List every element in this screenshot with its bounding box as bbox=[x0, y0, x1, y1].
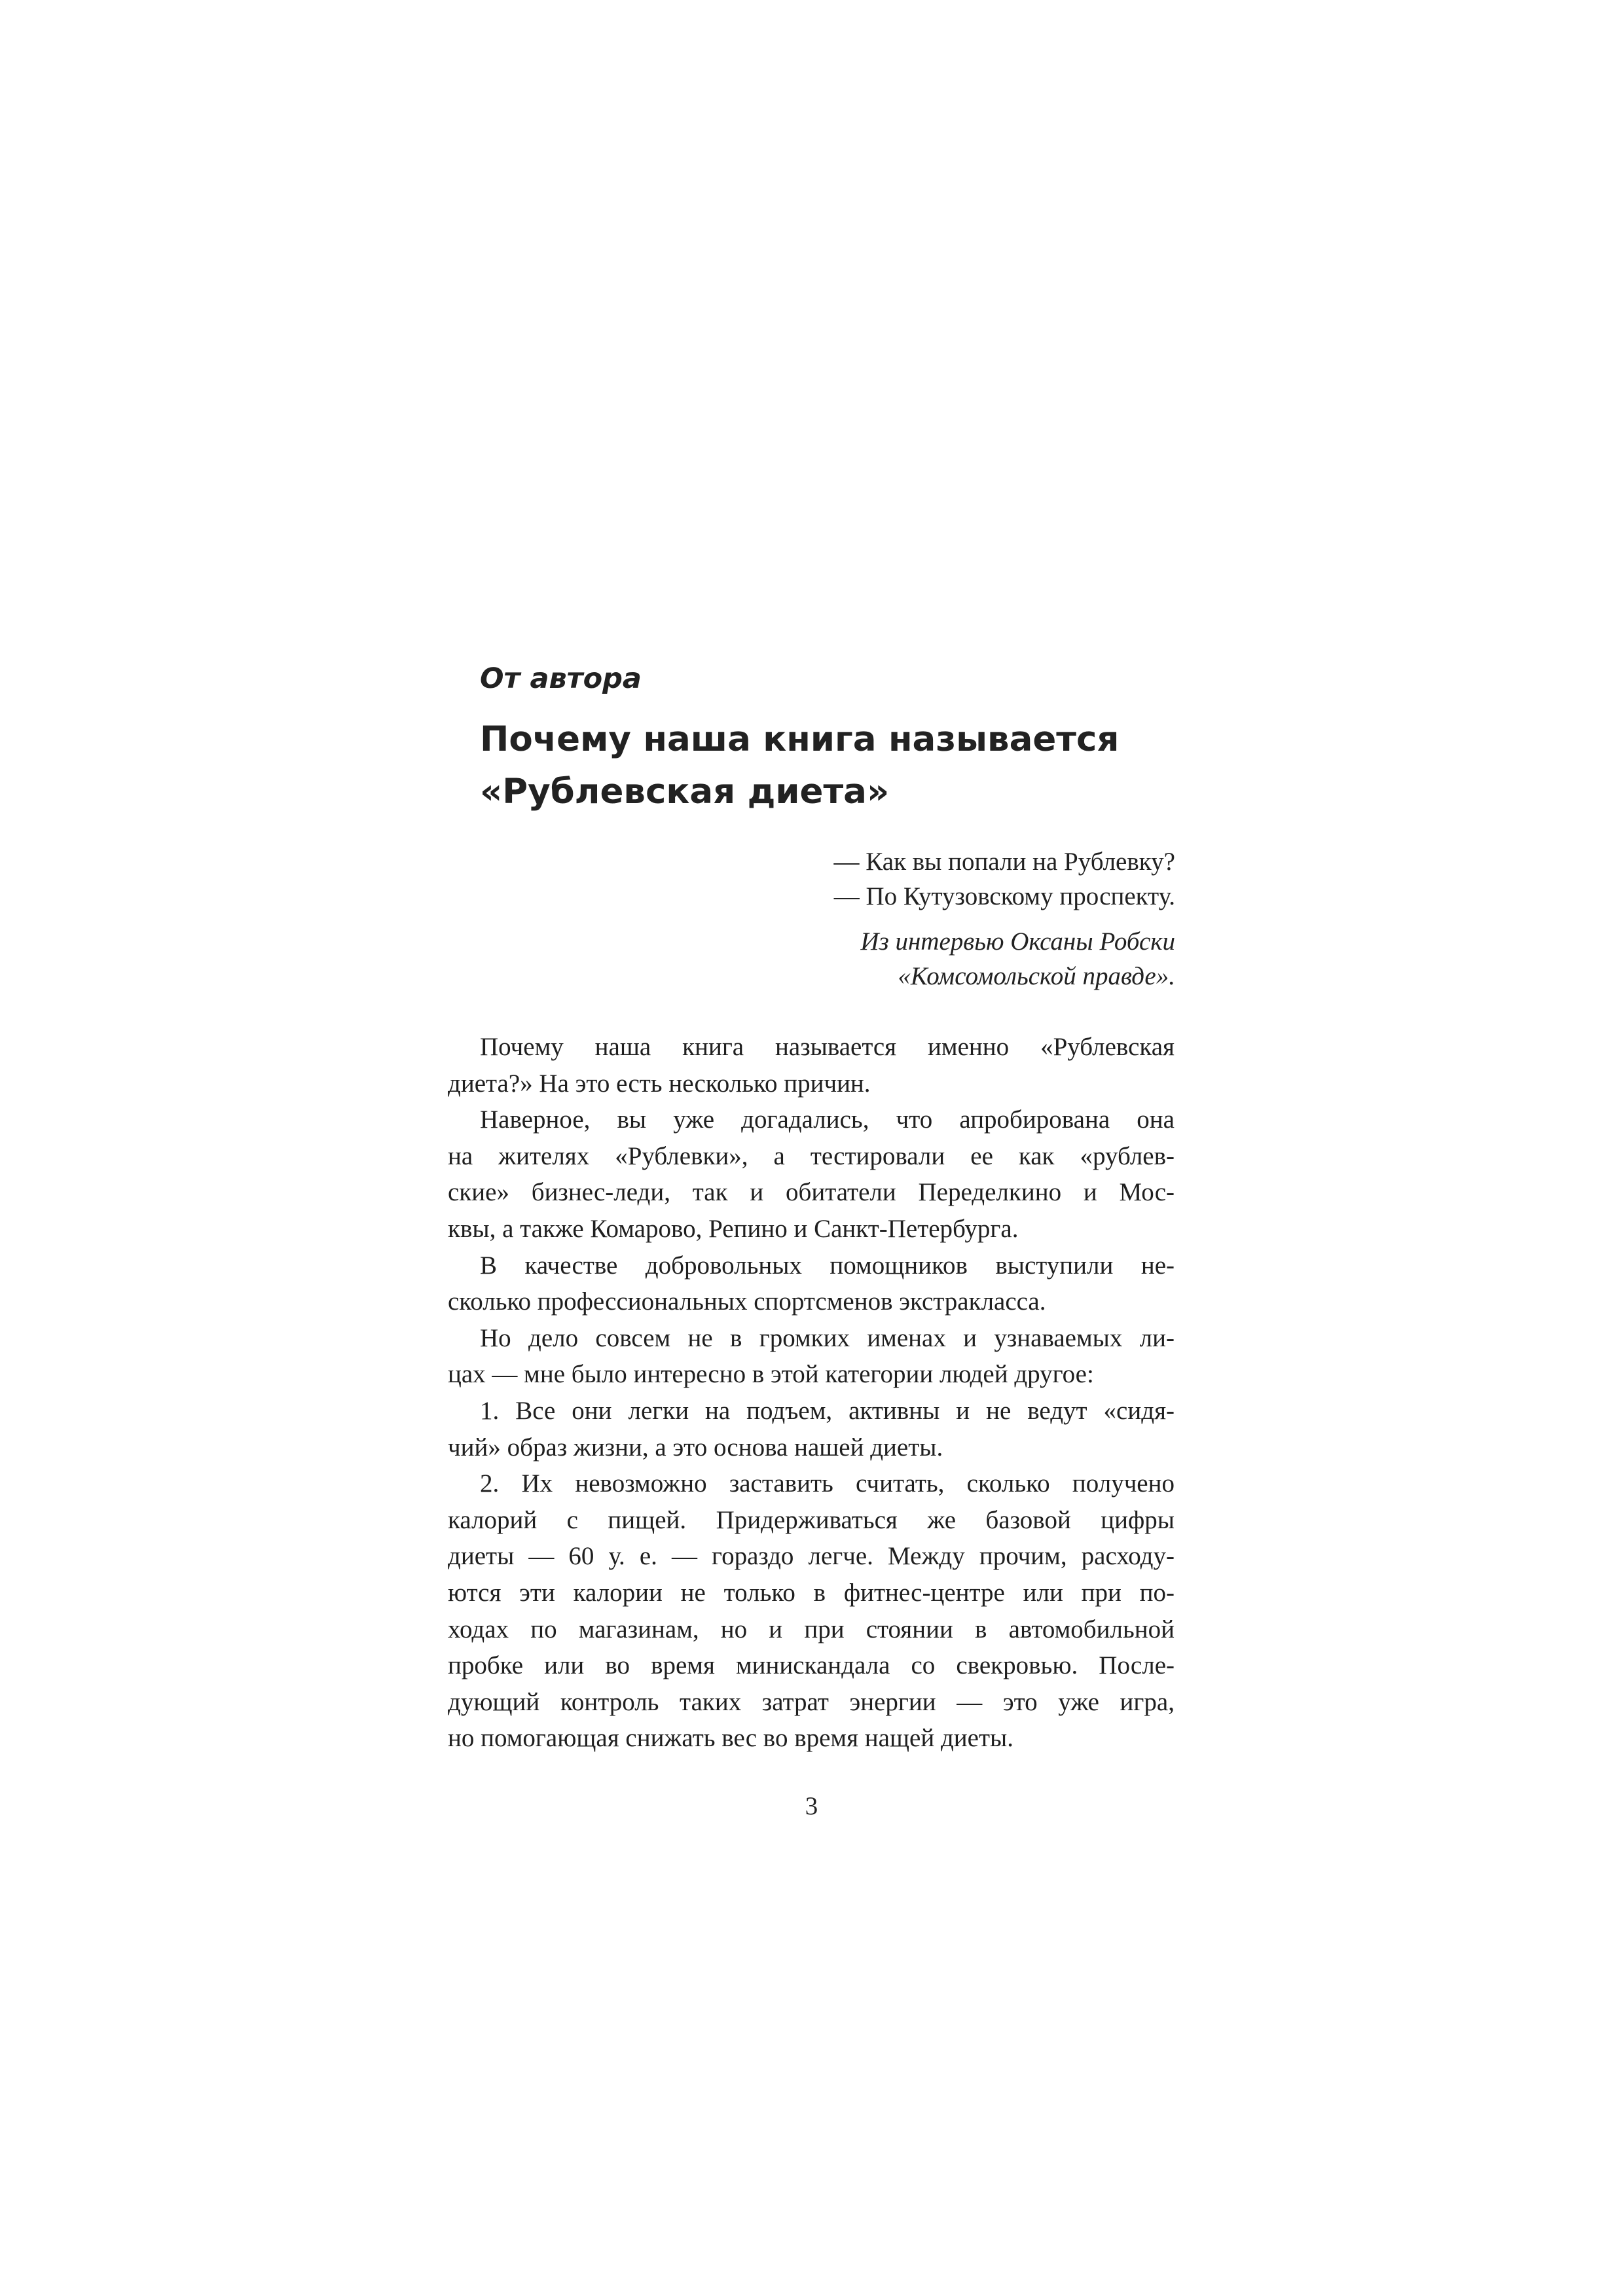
paragraph-4 bbox=[448, 1320, 1175, 1393]
epigraph bbox=[834, 844, 1175, 994]
page-number: 3 bbox=[805, 1792, 818, 1820]
text-line: Наверное, вы уже догадались, что апробирована она bbox=[480, 1105, 1175, 1134]
text-line: 2. Их невозможно заставить считать, сколько получено bbox=[480, 1469, 1175, 1498]
text-line: калорий с пищей. Придерживаться же базовой цифры bbox=[448, 1505, 1175, 1534]
chapter-title bbox=[480, 713, 1135, 818]
epigraph-answer: — По Кутузовскому проспекту. bbox=[833, 882, 1175, 910]
text-line: диета?» На это есть несколько причин. bbox=[448, 1069, 871, 1098]
text-line: квы, а также Комарово, Репино и Санкт-Петербурга. bbox=[448, 1214, 1019, 1243]
text-line: на жителях «Рублевки», а тестировали ее как «рублев- bbox=[448, 1141, 1175, 1170]
text-line: цах — мне было интересно в этой категории людей другое: bbox=[448, 1360, 1094, 1389]
text-line: диеты — 60 у. е. — гораздо легче. Между прочим, расходу- bbox=[448, 1542, 1175, 1571]
text-line: дующий контроль таких затрат энергии — это уже игра, bbox=[448, 1687, 1175, 1716]
text-line: ские» бизнес-леди, так и обитатели Переделкино и Мос- bbox=[448, 1178, 1175, 1207]
text-line: В качестве добровольных помощников выступили не- bbox=[480, 1251, 1175, 1280]
chapter-title-line-1: Почему наша книга называется bbox=[480, 719, 1120, 759]
text-line: ходах по магазинам, но и при стоянии в автомобильной bbox=[448, 1615, 1175, 1643]
chapter-title-line-2: «Рублевская диета» bbox=[480, 772, 890, 812]
epigraph-source bbox=[834, 924, 1175, 994]
text-line: Но дело совсем не в громких именах и узнаваемых ли- bbox=[480, 1323, 1175, 1352]
epigraph-source-line-2: «Комсомольской правде». bbox=[898, 962, 1175, 990]
text-line: ются эти калории не только в фитнес-центре или при по- bbox=[448, 1578, 1175, 1607]
section-label: От автора bbox=[480, 662, 642, 695]
epigraph-source-line-1: Из интервью Оксаны Робски bbox=[860, 927, 1175, 956]
body-text bbox=[448, 1029, 1175, 1757]
paragraph-6 bbox=[448, 1465, 1175, 1757]
text-line: Почему наша книга называется именно «Рублевская bbox=[480, 1033, 1175, 1061]
text-line: сколько профессиональных спортсменов экстракласса. bbox=[448, 1287, 1046, 1316]
text-line: но помогающая снижать вес во время нащей диеты. bbox=[448, 1724, 1013, 1753]
paragraph-1 bbox=[448, 1029, 1175, 1102]
text-line: пробке или во время минискандала со свекровью. После- bbox=[448, 1651, 1175, 1680]
paragraph-5 bbox=[448, 1393, 1175, 1465]
text-line: чий» образ жизни, а это основа нашей диеты. bbox=[448, 1433, 943, 1462]
epigraph-question: — Как вы попали на Рублевку? bbox=[833, 848, 1175, 876]
text-line: 1. Все они легки на подъем, активны и не ведут «сидя- bbox=[480, 1396, 1175, 1425]
paragraph-3 bbox=[448, 1247, 1175, 1320]
paragraph-2 bbox=[448, 1102, 1175, 1247]
